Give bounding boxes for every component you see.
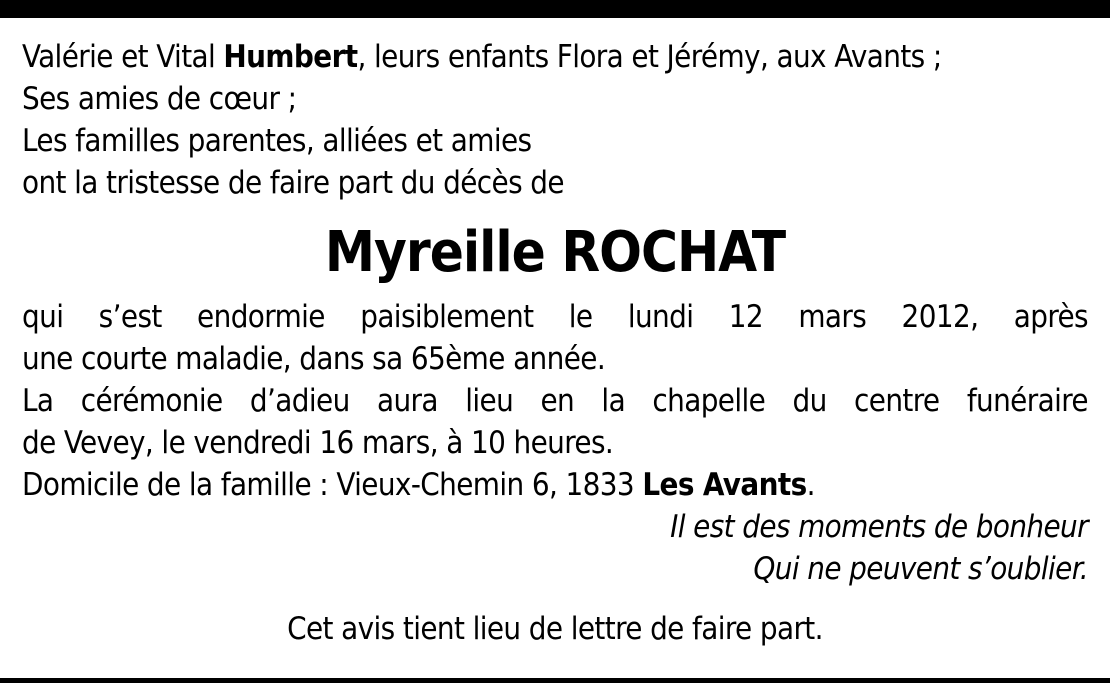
quote-line-2: Qui ne peuvent s’oublier. bbox=[753, 551, 1088, 587]
domicile-period: . bbox=[806, 467, 815, 503]
bottom-border-rule bbox=[0, 678, 1110, 683]
deceased-name: Myreille ROCHAT bbox=[324, 220, 786, 285]
top-border-rule bbox=[0, 0, 1110, 18]
family-first-names: Valérie et Vital bbox=[22, 39, 224, 75]
quote-line-1: Il est des moments de bonheur bbox=[670, 509, 1088, 545]
ceremony-line-1: La cérémonie d’adieu aura lieu en la chapelle du centre funéraire bbox=[22, 383, 1088, 419]
obituary-notice bbox=[22, 36, 1088, 650]
relatives-line: Les familles parentes, alliées et amies bbox=[22, 123, 532, 159]
death-details-line-2: une courte maladie, dans sa 65ème année. bbox=[22, 341, 606, 377]
friends-line: Ses amies de cœur ; bbox=[22, 81, 297, 117]
domicile-address: Domicile de la famille : Vieux-Chemin 6, 1833 bbox=[22, 467, 643, 503]
closing-note: Cet avis tient lieu de lettre de faire part. bbox=[287, 611, 823, 647]
family-line bbox=[22, 36, 1088, 78]
death-details-line-1: qui s’est endormie paisiblement le lundi 12 mars 2012, après bbox=[22, 299, 1088, 335]
ceremony-line-2: de Vevey, le vendredi 16 mars, à 10 heures. bbox=[22, 425, 614, 461]
family-surname: Humbert bbox=[223, 39, 358, 75]
domicile-line bbox=[22, 464, 1088, 506]
family-children: , leurs enfants Flora et Jérémy, aux Avants ; bbox=[357, 39, 942, 75]
domicile-town: Les Avants bbox=[642, 467, 807, 503]
announcement-line: ont la tristesse de faire part du décès de bbox=[22, 165, 564, 201]
